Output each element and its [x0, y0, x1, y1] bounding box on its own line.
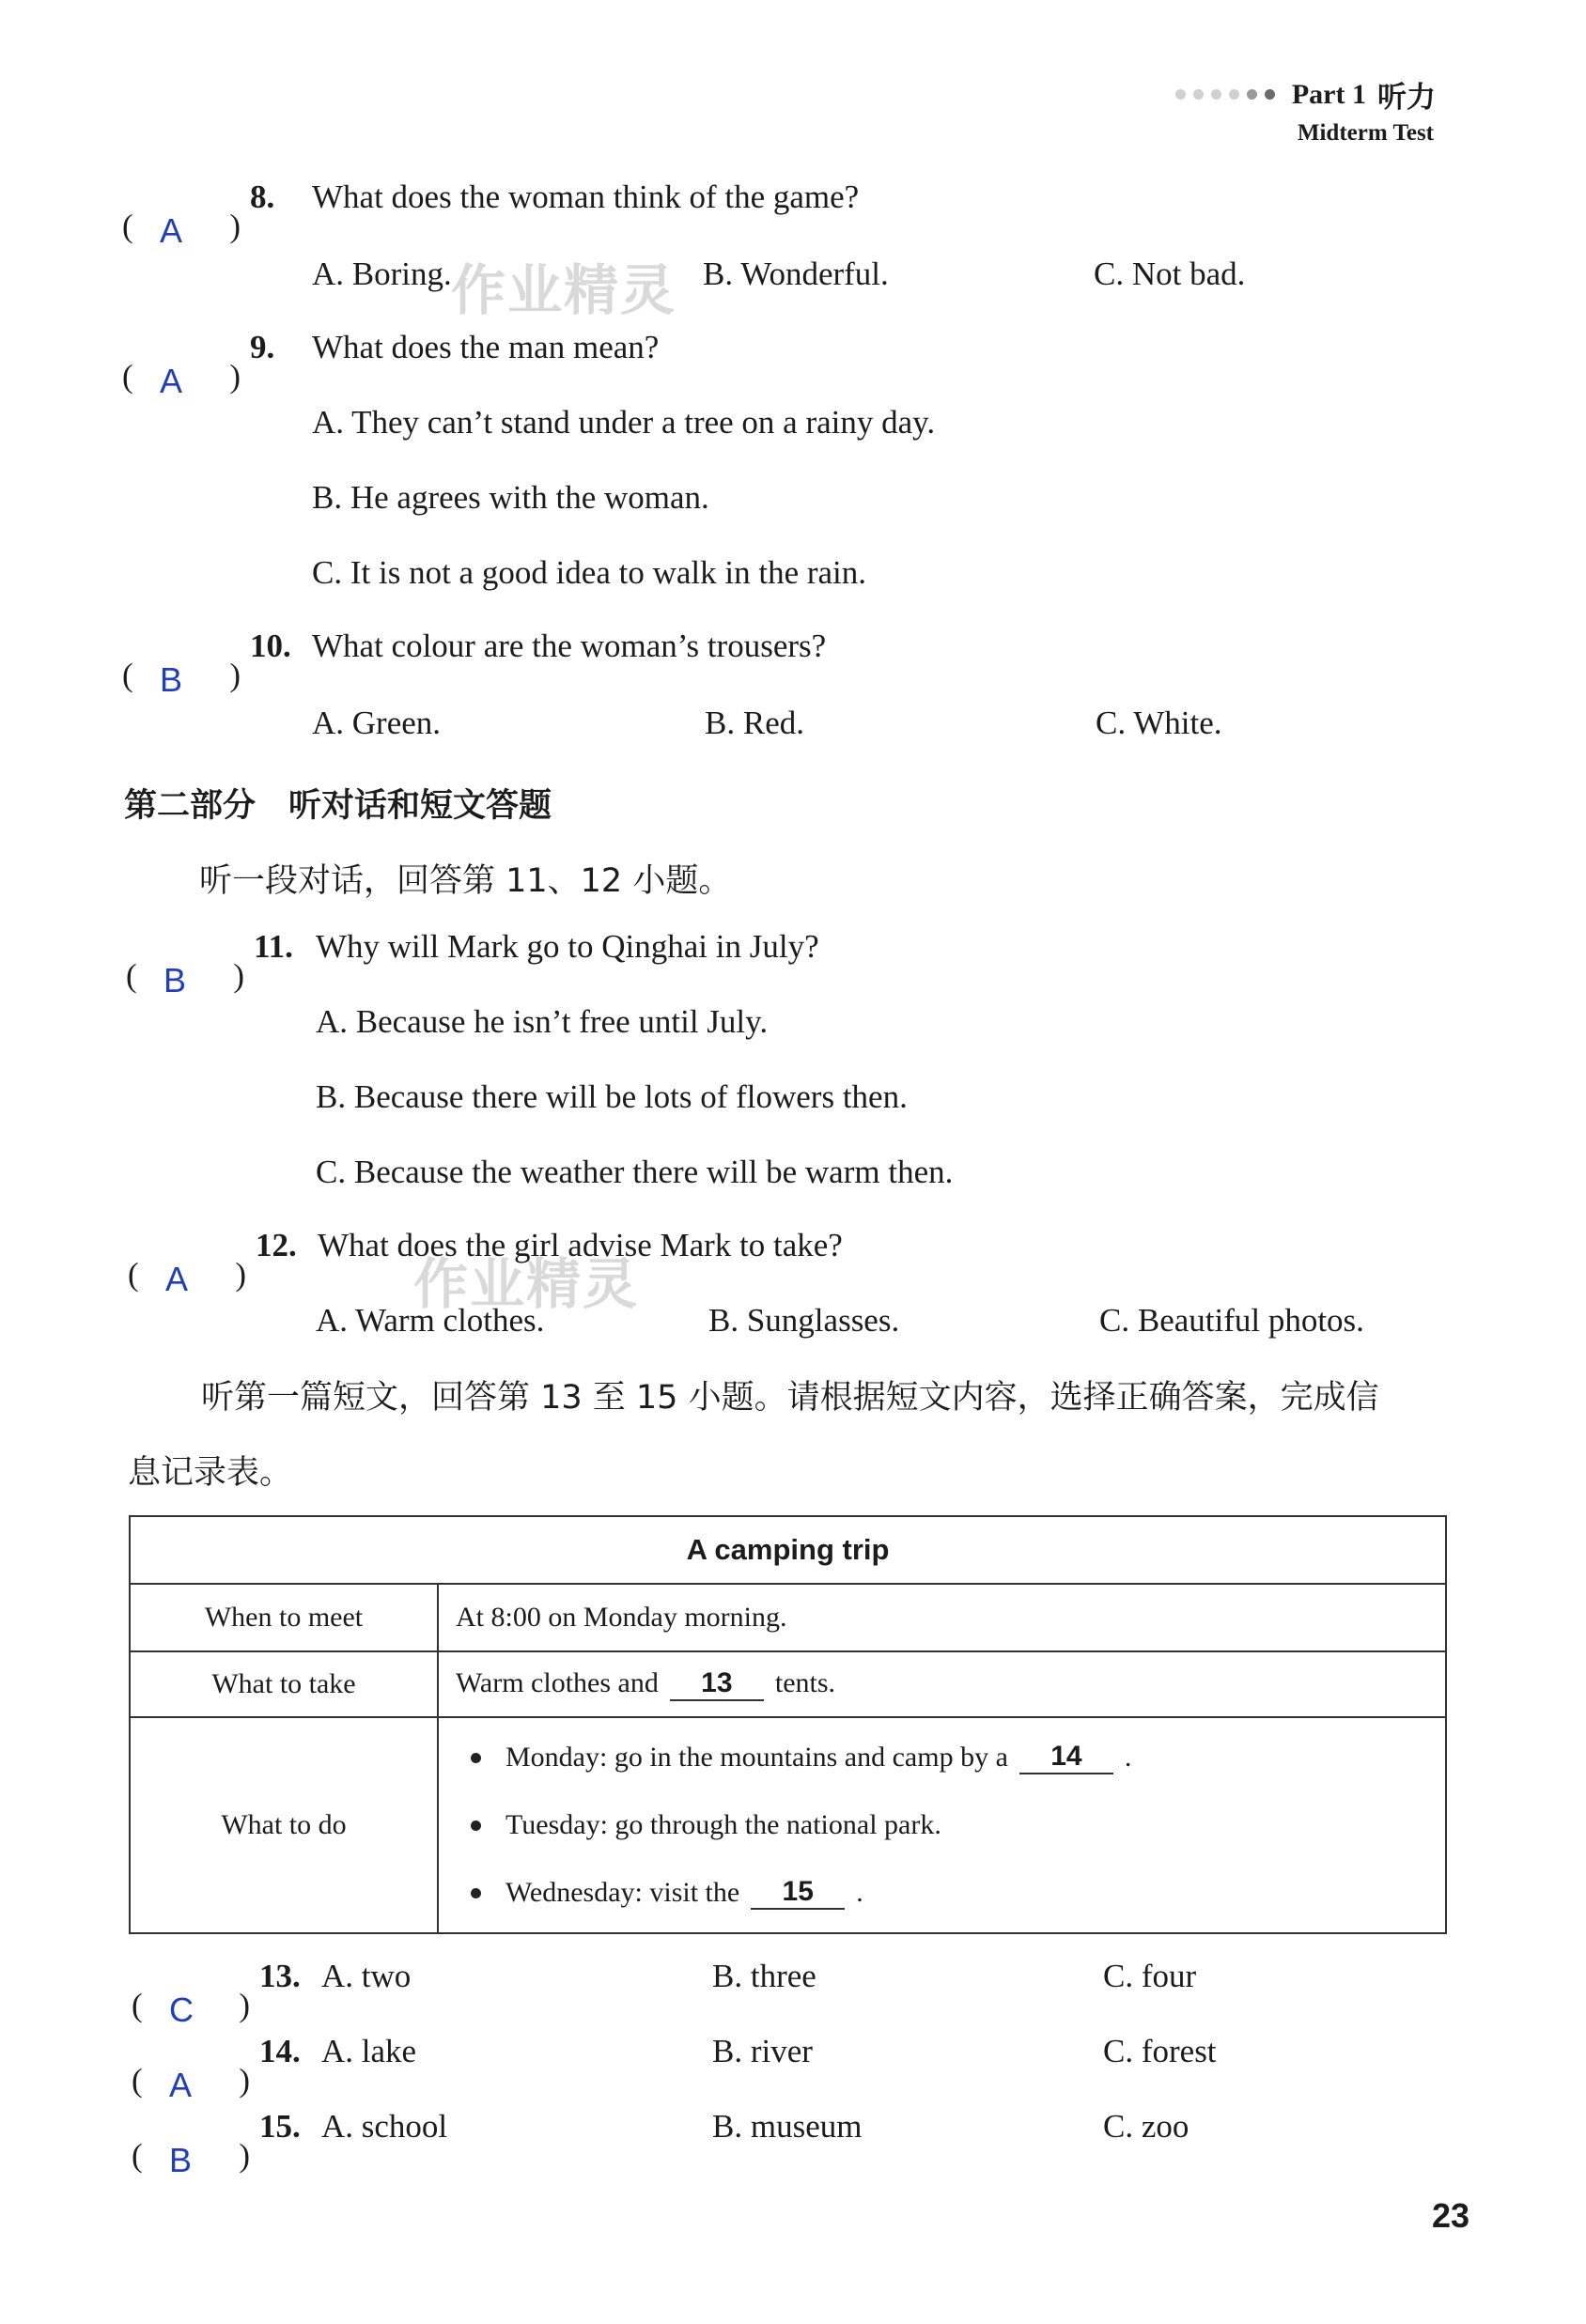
question-14: ( A ) 14. A. lake	[132, 2033, 417, 2104]
question-number: 10.	[250, 627, 291, 664]
option-9c: C. It is not a good idea to walk in the rain.	[312, 554, 867, 591]
section-2-instruction-2-cont: 息记录表。	[128, 1454, 293, 1492]
question-text: What does the man mean?	[312, 329, 660, 365]
question-text: What does the woman think of the game?	[312, 178, 860, 215]
option-15c: C. zoo	[1103, 2108, 1190, 2145]
option-9a: A. They can’t stand under a tree on a rainy day.	[312, 404, 936, 441]
option-11b: B. Because there will be lots of flowers then.	[316, 1078, 908, 1115]
option-12a: A. Warm clothes.	[316, 1302, 545, 1339]
question-text: What does the girl advise Mark to take?	[318, 1227, 843, 1263]
row-value-do	[438, 1717, 1446, 1933]
option-11a: A. Because he isn’t free until July.	[316, 1003, 769, 1040]
option-10b: B. Red.	[705, 705, 804, 741]
option-11c: C. Because the weather there will be warm then.	[316, 1154, 954, 1190]
watermark-2: 作业精灵	[413, 1252, 640, 1316]
option-9b: B. He agrees with the woman.	[312, 479, 709, 516]
row-label-when: When to meet	[130, 1584, 438, 1651]
answer-14: A	[169, 2066, 193, 2104]
monday-text: Monday: go in the mountains and camp by a	[505, 1742, 1008, 1773]
question-8: ( A ) 8. What does the woman think of the game?	[122, 178, 860, 250]
question-10: ( B ) 10. What colour are the woman’s trousers?	[122, 627, 827, 699]
option-8c: C. Not bad.	[1094, 256, 1246, 292]
page-number: 23	[1431, 2196, 1469, 2235]
bullet-tuesday	[456, 1791, 1444, 1859]
blank-13: 13	[670, 1667, 764, 1701]
header-part-label: Part 1	[1291, 78, 1366, 110]
option-12c: C. Beautiful photos.	[1099, 1302, 1364, 1339]
option-13c: C. four	[1103, 1958, 1197, 1994]
tuesday-text: Tuesday: go through the national park.	[505, 1809, 941, 1840]
question-text: What colour are the woman’s trousers?	[312, 627, 827, 664]
watermark: 作业精灵	[451, 258, 677, 322]
answer-12: A	[165, 1260, 189, 1298]
question-15: ( B ) 15. A. school	[132, 2108, 448, 2179]
option-12b: B. Sunglasses.	[708, 1302, 900, 1339]
header-part-title: 听力	[1377, 81, 1436, 115]
answer-13: C	[169, 1991, 194, 2029]
section-2-title: 第二部分 听对话和短文答题	[124, 787, 552, 825]
header-dots-icon	[1175, 89, 1275, 100]
option-14c: C. forest	[1103, 2033, 1217, 2069]
option-13a: A. two	[321, 1958, 412, 1994]
info-table	[129, 1515, 1447, 1934]
answer-15: B	[169, 2141, 193, 2179]
answer-11: B	[163, 961, 187, 999]
question-13: ( C ) 13. A. two	[132, 1958, 412, 2029]
header-subtitle: Midterm Test	[1297, 120, 1434, 146]
blank-15: 15	[751, 1876, 845, 1910]
row-value-take	[438, 1651, 1446, 1717]
option-13b: B. three	[712, 1958, 816, 1994]
row-value-when: At 8:00 on Monday morning.	[438, 1584, 1446, 1651]
option-15b: B. museum	[712, 2108, 863, 2145]
question-number: 15.	[259, 2108, 301, 2145]
bullet-monday	[456, 1724, 1444, 1791]
option-10a: A. Green.	[312, 705, 442, 741]
option-10c: C. White.	[1096, 705, 1222, 741]
option-8a: A. Boring.	[312, 256, 452, 292]
bullet-wednesday	[456, 1859, 1444, 1927]
question-number: 8.	[250, 178, 275, 215]
take-text-post: tents.	[774, 1667, 836, 1698]
header-part	[1175, 73, 1436, 116]
question-11: ( B ) 11. Why will Mark go to Qinghai in July?	[126, 928, 819, 999]
table-title: A camping trip	[130, 1516, 1446, 1584]
question-number: 11.	[254, 928, 293, 965]
option-14a: A. lake	[321, 2033, 417, 2069]
section-2-instruction-1: 听一段对话，回答第 11、12 小题。	[199, 862, 732, 900]
wednesday-end: .	[856, 1877, 863, 1908]
question-number: 14.	[259, 2033, 301, 2069]
answer-8: A	[160, 211, 183, 250]
question-number: 12.	[256, 1227, 297, 1263]
wednesday-text: Wednesday: visit the	[505, 1877, 740, 1908]
answer-9: A	[160, 362, 183, 400]
option-8b: B. Wonderful.	[703, 256, 889, 292]
section-2-instruction-2: 听第一篇短文，回答第 13 至 15 小题。请根据短文内容，选择正确答案，完成信	[201, 1379, 1379, 1417]
take-text-pre: Warm clothes and	[456, 1667, 659, 1698]
question-number: 9.	[250, 329, 275, 365]
row-label-take: What to take	[130, 1651, 438, 1717]
option-14b: B. river	[712, 2033, 813, 2069]
question-12: ( A ) 12. What does the girl advise Mark to take?	[128, 1227, 843, 1298]
question-number: 13.	[259, 1958, 301, 1994]
monday-end: .	[1124, 1742, 1132, 1773]
question-text: Why will Mark go to Qinghai in July?	[316, 928, 819, 965]
blank-14: 14	[1019, 1741, 1113, 1774]
question-9: ( A ) 9. What does the man mean?	[122, 329, 660, 400]
option-15a: A. school	[321, 2108, 448, 2145]
row-label-do: What to do	[130, 1717, 438, 1933]
answer-10: B	[160, 660, 183, 699]
